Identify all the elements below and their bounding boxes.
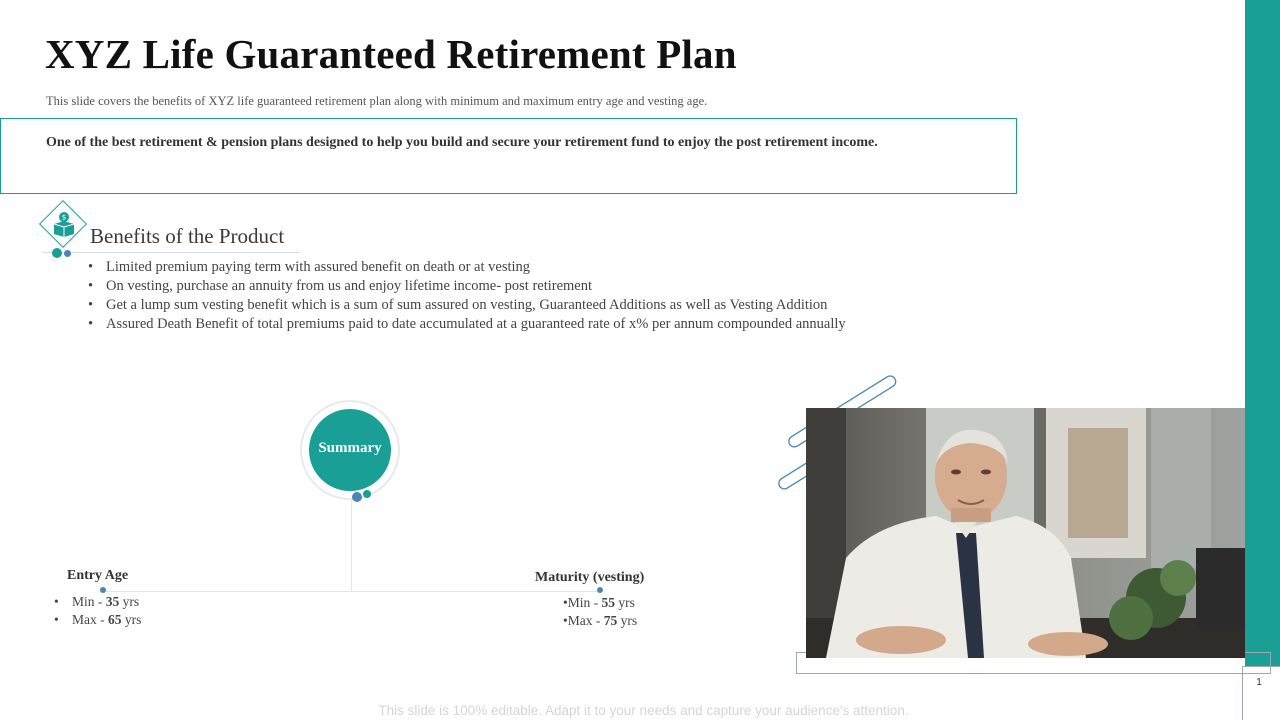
benefits-underline	[42, 252, 300, 253]
page-number: 1	[1256, 677, 1262, 688]
slide-title: XYZ Life Guaranteed Retirement Plan	[45, 31, 737, 77]
list-item: • Max - 65 yrs	[54, 612, 142, 627]
benefits-heading: Benefits of the Product	[90, 224, 285, 248]
list-item: • Assured Death Benefit of total premiums paid to date accumulated at a guaranteed rate of x% per annum compounded annually	[88, 316, 846, 332]
footer-note: This slide is 100% editable. Adapt it to your needs and capture your audience's attention.	[378, 703, 909, 718]
money-box-icon	[51, 210, 77, 238]
decor-dot	[52, 248, 62, 258]
maturity-list	[563, 594, 637, 630]
slide-subtitle: This slide covers the benefits of XYZ life guaranteed retirement plan along with minimum and maximum entry age and vesting age.	[46, 94, 708, 108]
list-item: • On vesting, purchase an annuity from us and enjoy lifetime income- post retirement	[88, 278, 593, 294]
list-item: • Min - 35 yrs	[54, 594, 140, 609]
intro-text: One of the best retirement & pension plans designed to help you build and secure your retirement fund to enjoy the post retirement income.	[46, 135, 878, 150]
svg-text:$: $	[61, 213, 67, 222]
intro-box	[0, 118, 1017, 194]
decor-dot	[363, 490, 371, 498]
entry-age-list	[54, 593, 141, 629]
right-accent-bar	[1245, 0, 1280, 720]
list-item: •Max - 75 yrs	[563, 613, 638, 628]
list-item: • Get a lump sum vesting benefit which is a sum of sum assured on vesting, Guaranteed Additions as well as Vesting Addition	[88, 297, 828, 313]
decor-dot	[64, 250, 71, 257]
list-item: •Min - 55 yrs	[563, 595, 635, 610]
list-item: • Limited premium paying term with assured benefit on death or at vesting	[88, 259, 531, 275]
maturity-title: Maturity (vesting)	[535, 570, 645, 585]
connector-horizontal	[100, 591, 600, 592]
entry-age-title: Entry Age	[67, 568, 129, 583]
businessman-photo	[806, 408, 1245, 658]
summary-label: Summary	[318, 440, 382, 456]
businessman-illustration	[806, 408, 1245, 658]
connector-dot	[597, 587, 603, 593]
benefits-list	[88, 258, 846, 334]
connector-vertical	[351, 500, 352, 592]
decor-dot	[352, 492, 362, 502]
